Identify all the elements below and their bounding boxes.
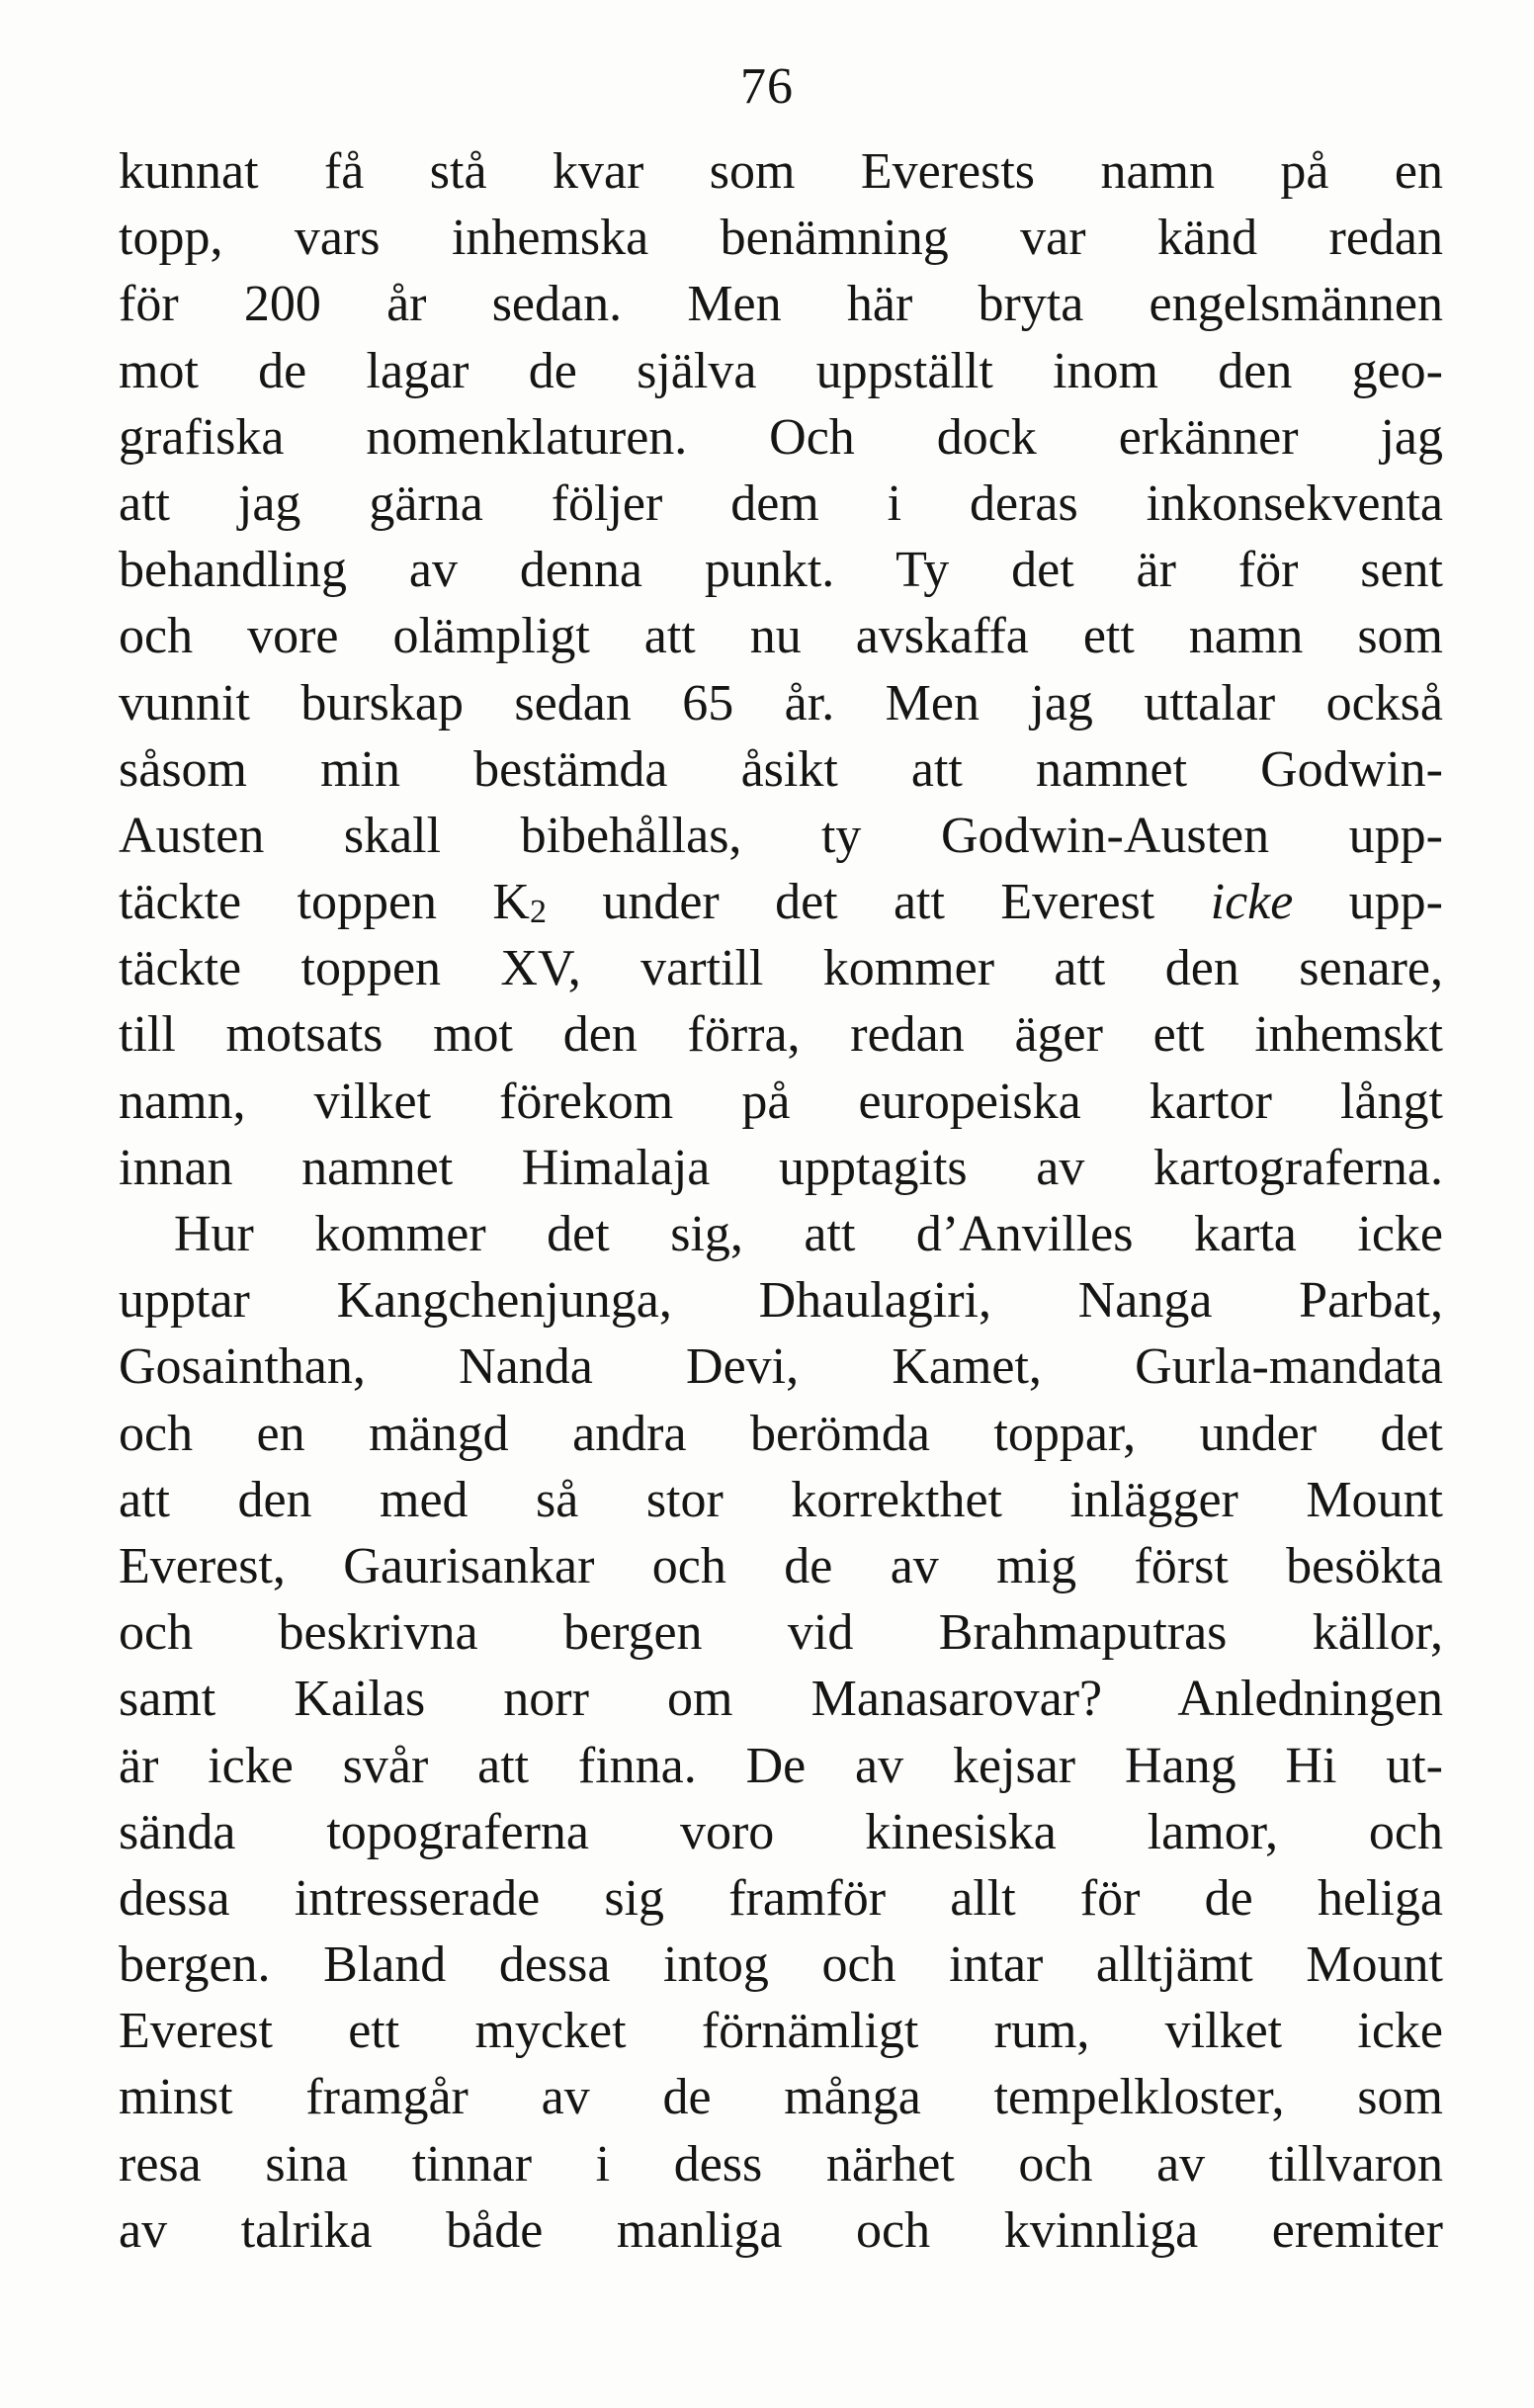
- text-line: behandling av denna punkt. Ty det är för sent: [119, 542, 1443, 599]
- subscript-number: 2: [529, 894, 547, 931]
- text-line: namn, vilket förekom på europeiska kartor långt: [119, 1073, 1443, 1130]
- text-line: innan namnet Himalaja upptagits av kartograferna.: [119, 1139, 1443, 1196]
- text-line: att den med så stor korrekthet inlägger Mount: [119, 1471, 1443, 1528]
- text-line: Gosainthan, Nanda Devi, Kamet, Gurla-mandata: [119, 1338, 1443, 1396]
- text-line: resa sina tinnar i dess närhet och av tillvaron: [119, 2135, 1443, 2193]
- text-line-k2: [119, 869, 1443, 935]
- text-span: täckte toppen K: [119, 874, 530, 931]
- text-line: minst framgår av de många tempelkloster, som: [119, 2069, 1443, 2126]
- text-line: topp, vars inhemska benämning var känd redan: [119, 210, 1443, 267]
- text-line: att jag gärna följer dem i deras inkonsekventa: [119, 474, 1443, 532]
- text-line: bergen. Bland dessa intog och intar alltjämt Mount: [119, 1936, 1443, 1994]
- text-line: Austen skall bibehållas, ty Godwin-Austen upp-: [119, 807, 1443, 864]
- paragraph-start-line: Hur kommer det sig, att d’Anvilles karta icke: [174, 1206, 1443, 1262]
- page-number: 76: [740, 58, 794, 115]
- text-line: och beskrivna bergen vid Brahmaputras källor,: [119, 1604, 1443, 1662]
- text-line: vunnit burskap sedan 65 år. Men jag uttalar också: [119, 674, 1443, 731]
- text-line: täckte toppen XV, vartill kommer att den senare,: [119, 940, 1443, 997]
- text-line: mot de lagar de själva uppställt inom den geo-: [119, 342, 1443, 399]
- text-line: upptar Kangchenjunga, Dhaulagiri, Nanga Parbat,: [119, 1272, 1443, 1330]
- text-line: såsom min bestämda åsikt att namnet Godwin-: [119, 740, 1443, 798]
- text-line: till motsats mot den förra, redan äger ett inhemskt: [119, 1006, 1443, 1064]
- text-line: av talrika både manliga och kvinnliga eremiter: [119, 2201, 1443, 2259]
- text-line: sända topograferna voro kinesiska lamor, och: [119, 1803, 1443, 1860]
- text-line: grafiska nomenklaturen. Och dock erkänner jag: [119, 408, 1443, 466]
- text-line: Everest ett mycket förnämligt rum, vilket icke: [119, 2003, 1443, 2060]
- text-line: för 200 år sedan. Men här bryta engelsmännen: [119, 276, 1443, 333]
- text-line: är icke svår att finna. De av kejsar Hang Hi ut-: [119, 1737, 1443, 1794]
- italic-word: icke: [1210, 874, 1294, 931]
- text-line: dessa intresserade sig framför allt för de heliga: [119, 1869, 1443, 1927]
- text-line: och vore olämpligt att nu avskaffa ett namn som: [119, 608, 1443, 665]
- text-line: kunnat få stå kvar som Everests namn på en: [119, 143, 1443, 200]
- text-span: upp-: [1293, 874, 1443, 931]
- text-line: samt Kailas norr om Manasarovar? Anledningen: [119, 1671, 1443, 1728]
- body-text: [119, 138, 1443, 2264]
- text-line: och en mängd andra berömda toppar, under det: [119, 1405, 1443, 1462]
- text-line: Everest, Gaurisankar och de av mig först besökta: [119, 1537, 1443, 1594]
- text-span: under det att Everest: [546, 874, 1211, 931]
